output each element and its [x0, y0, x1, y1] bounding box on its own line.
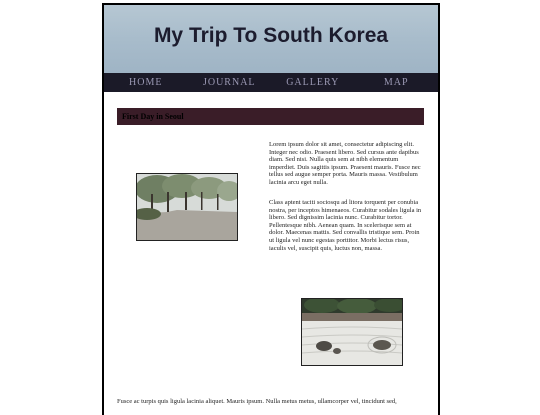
nav-item-map[interactable]: MAP — [383, 77, 409, 88]
paragraph-3: Fusce ac turpis quis ligula lacinia aliquet. Mauris ipsum. Nulla metus metus, ullamcorper vel, tincidunt sed, — [117, 398, 397, 405]
paragraph-2: Class aptent taciti sociosqu ad litora torquent per conubia nostra, per inceptos himenaeos. Curabitur sodales ligula in libero. Sed dignissim lacinia nunc. Curabitur tortor. Pellentesque nibh. Aenean quam. In scelerisque sem at dolor. Maecenas mattis. Sed convallis tristique sem. Proin ut ligula vel nunc egestas porttitor. Morbi lectus risus, iaculis vel, suscipit quis, luctus non, massa. — [269, 199, 422, 252]
park-photo — [136, 173, 238, 241]
section-heading: First Day in Seoul — [117, 108, 424, 125]
site-header — [104, 5, 438, 73]
zen-garden-photo — [301, 298, 403, 366]
paragraph-1: Lorem ipsum dolor sit amet, consectetur adipiscing elit. Integer nec odio. Praesent libero. Sed cursus ante dapibus diam. Sed nisi. Nulla quis sem at nibh elementum imperdiet. Duis sagittis ipsum. Praesent mauris. Fusce nec tellus sed augue semper porta. Mauris massa. Vestibulum lacinia arcu eget nulla. — [269, 141, 421, 186]
nav-item-home[interactable]: HOME — [129, 77, 163, 88]
main-nav — [104, 73, 438, 92]
nav-item-journal[interactable]: JOURNAL — [202, 77, 256, 88]
nav-item-gallery[interactable]: GALLERY — [286, 77, 340, 88]
page-frame — [102, 3, 440, 415]
site-title: My Trip To South Korea — [153, 24, 389, 47]
